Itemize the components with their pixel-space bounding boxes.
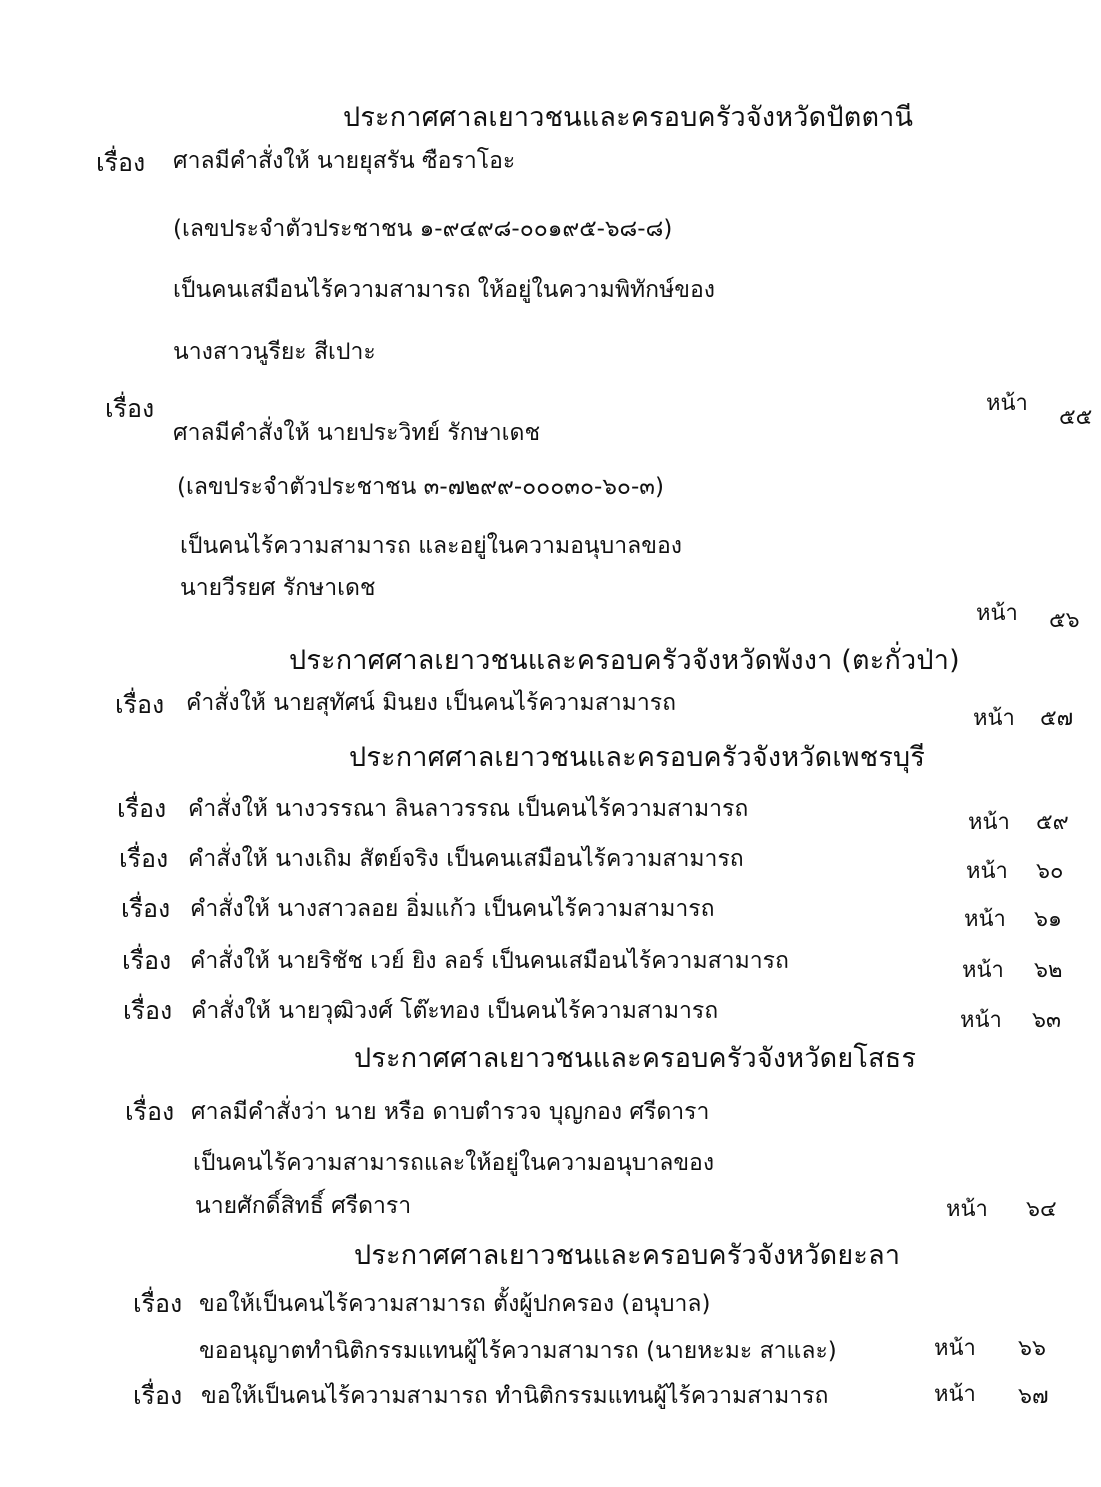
page-number: ๖๗ — [1018, 1384, 1049, 1409]
page-number: ๕๙ — [1036, 810, 1069, 835]
entry-label: เรื่อง — [123, 996, 173, 1025]
page-number: ๖๐ — [1036, 859, 1064, 884]
page-label: หน้า — [946, 1197, 988, 1222]
page-number: ๖๔ — [1026, 1197, 1057, 1222]
section-heading: ประกาศศาลเยาวชนและครอบครัวจังหวัดพังงา (ตะกั่วป่า) — [289, 645, 960, 676]
page-label: หน้า — [976, 601, 1018, 626]
entry-line: คำสั่งให้ นายริชัช เวย์ ยิง ลอร์ เป็นคนเสมือนไร้ความสามารถ — [190, 948, 789, 974]
page-number: ๖๓ — [1032, 1008, 1062, 1033]
entry-line: คำสั่งให้ นายสุทัศน์ มินยง เป็นคนไร้ความสามารถ — [186, 690, 677, 716]
entry-line: ศาลมีคำสั่งว่า นาย หรือ ดาบตำรวจ บุญกอง ศรีดารา — [191, 1099, 710, 1125]
entry-label: เรื่อง — [125, 1097, 175, 1126]
page-number: ๕๖ — [1049, 608, 1080, 633]
entry-line: เป็นคนเสมือนไร้ความสามารถ ให้อยู่ในความพิทักษ์ของ — [173, 277, 715, 303]
entry-line: ศาลมีคำสั่งให้ นายยุสรัน ซือราโอะ — [173, 148, 516, 174]
page-number: ๕๕ — [1059, 405, 1093, 430]
section-heading: ประกาศศาลเยาวชนและครอบครัวจังหวัดยะลา — [354, 1240, 901, 1271]
page-label: หน้า — [960, 1008, 1002, 1033]
page-label: หน้า — [986, 391, 1028, 416]
page-label: หน้า — [934, 1336, 976, 1361]
section-heading: ประกาศศาลเยาวชนและครอบครัวจังหวัดเพชรบุรี — [349, 742, 926, 773]
entry-line: เป็นคนไร้ความสามารถและให้อยู่ในความอนุบาลของ — [193, 1150, 715, 1176]
section-heading: ประกาศศาลเยาวชนและครอบครัวจังหวัดยโสธร — [354, 1043, 917, 1074]
entry-line: ขอให้เป็นคนไร้ความสามารถ ตั้งผู้ปกครอง (อนุบาล) — [199, 1291, 711, 1317]
entry-label: เรื่อง — [117, 794, 167, 823]
entry-label: เรื่อง — [119, 844, 169, 873]
entry-line: คำสั่งให้ นายวุฒิวงศ์ โต๊ะทอง เป็นคนไร้ความสามารถ — [191, 998, 719, 1024]
entry-line: ศาลมีคำสั่งให้ นายประวิทย์ รักษาเดช — [173, 420, 541, 446]
page-label: หน้า — [973, 706, 1015, 731]
section-heading: ประกาศศาลเยาวชนและครอบครัวจังหวัดปัตตานี — [343, 102, 914, 133]
entry-label: เรื่อง — [121, 894, 171, 923]
entry-line: นางสาวนูรียะ สีเปาะ — [173, 339, 376, 365]
entry-line: ขอให้เป็นคนไร้ความสามารถ ทำนิติกรรมแทนผู้ไร้ความสามารถ — [201, 1383, 829, 1409]
entry-line: คำสั่งให้ นางวรรณา ลินลาวรรณ เป็นคนไร้ความสามารถ — [188, 796, 749, 822]
entry-label: เรื่อง — [133, 1381, 183, 1410]
entry-label: เรื่อง — [115, 690, 165, 719]
page-label: หน้า — [934, 1382, 976, 1407]
entry-label: เรื่อง — [96, 148, 146, 177]
entry-line: คำสั่งให้ นางเถิม สัตย์จริง เป็นคนเสมือนไร้ความสามารถ — [188, 846, 744, 872]
page-label: หน้า — [966, 859, 1008, 884]
entry-label: เรื่อง — [105, 394, 155, 423]
page-label: หน้า — [962, 958, 1004, 983]
entry-line: ขออนุญาตทำนิติกรรมแทนผู้ไร้ความสามารถ (นายหะมะ สาและ) — [199, 1338, 837, 1364]
entry-line: นายศักดิ์สิทธิ์ ศรีดารา — [195, 1193, 412, 1219]
page-number: ๕๗ — [1040, 706, 1074, 731]
entry-line: (เลขประจำตัวประชาชน ๓-๗๒๙๙-๐๐๐๓๐-๖๐-๓) — [177, 474, 664, 500]
entry-line: คำสั่งให้ นางสาวลอย อิ่มแก้ว เป็นคนไร้ความสามารถ — [190, 896, 715, 922]
entry-label: เรื่อง — [133, 1289, 183, 1318]
entry-line: เป็นคนไร้ความสามารถ และอยู่ในความอนุบาลของ — [180, 533, 683, 559]
entry-label: เรื่อง — [122, 946, 172, 975]
page-label: หน้า — [968, 810, 1010, 835]
entry-line: (เลขประจำตัวประชาชน ๑-๙๔๙๘-๐๐๑๙๕-๖๘-๘) — [173, 216, 673, 242]
page-number: ๖๑ — [1034, 907, 1062, 932]
page-label: หน้า — [964, 907, 1006, 932]
entry-line: นายวีรยศ รักษาเดช — [180, 575, 376, 601]
page-number: ๖๒ — [1034, 958, 1063, 983]
page-number: ๖๖ — [1018, 1336, 1046, 1361]
